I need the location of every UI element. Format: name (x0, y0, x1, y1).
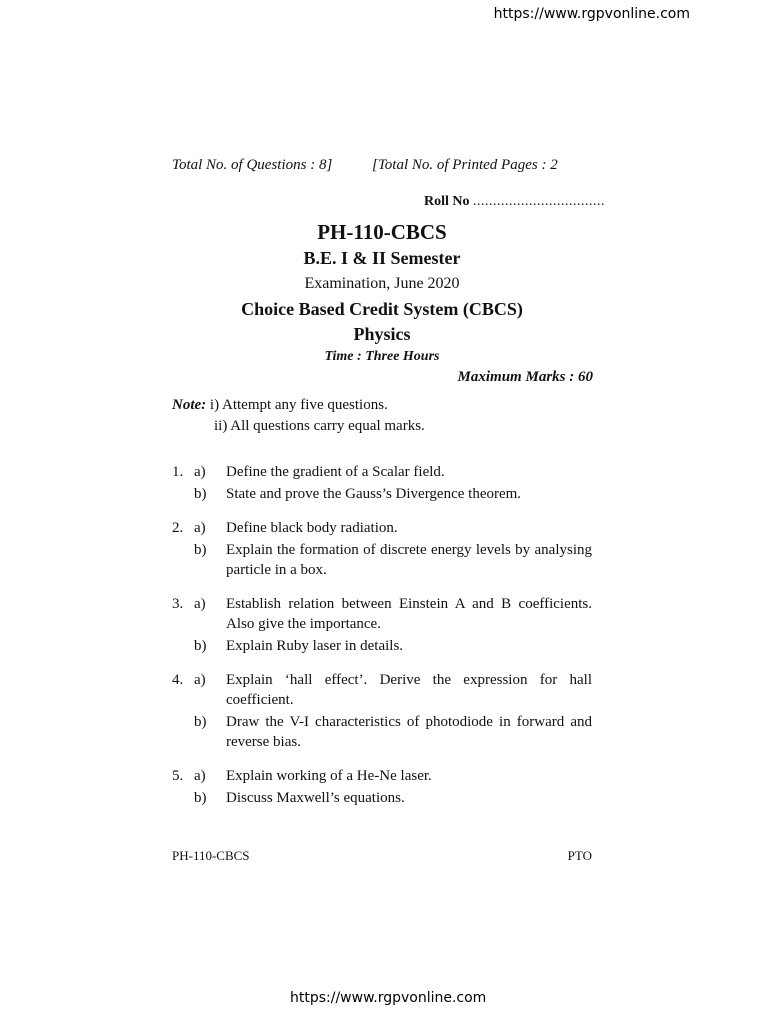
roll-number-field (424, 194, 605, 210)
part-text: Discuss Maxwell’s equations. (226, 790, 405, 806)
question-part (172, 712, 592, 752)
part-text: Explain working of a He-Ne laser. (226, 768, 432, 784)
question-part (172, 518, 592, 538)
question-part (172, 788, 592, 808)
note-instruction-2: ii) All questions carry equal marks. (214, 418, 425, 434)
footer-paper-code: PH-110-CBCS (172, 848, 250, 863)
question-part (172, 636, 592, 656)
question-part (172, 594, 592, 634)
part-label: b) (194, 714, 207, 730)
part-text: Define black body radiation. (226, 520, 398, 536)
part-label: b) (194, 542, 207, 558)
part-label: a) (194, 672, 206, 688)
part-text: Explain the formation of discrete energy levels by analysing particle in a box. (226, 542, 592, 578)
question-number: 5. (172, 768, 184, 784)
question-4 (172, 670, 592, 752)
question-number: 4. (172, 672, 184, 688)
paper-code: PH-110-CBCS (317, 220, 447, 244)
part-label: a) (194, 520, 206, 536)
question-part (172, 462, 592, 482)
subject-title: Physics (353, 324, 411, 344)
footer-pto: PTO (567, 848, 592, 863)
part-text: Explain Ruby laser in details. (226, 638, 404, 654)
semester-title: B.E. I & II Semester (303, 248, 461, 268)
exam-duration: Time : Three Hours (324, 349, 440, 364)
scheme-title: Choice Based Credit System (CBCS) (241, 299, 523, 319)
note-instruction-1: i) Attempt any five questions. (209, 397, 388, 413)
question-part (172, 766, 592, 786)
part-text: State and prove the Gauss’s Divergence theorem. (226, 486, 522, 502)
question-5 (172, 766, 592, 808)
part-label: b) (194, 638, 207, 654)
instructions-note (172, 397, 425, 439)
watermark-url-bottom: https://www.rgpvonline.com (290, 990, 487, 1006)
note-label: Note: (172, 397, 207, 413)
question-number: 2. (172, 520, 184, 536)
part-text: Define the gradient of a Scalar field. (226, 464, 445, 480)
question-3 (172, 594, 592, 656)
question-part (172, 540, 592, 580)
question-part (172, 670, 592, 710)
part-label: a) (194, 596, 206, 612)
question-1 (172, 462, 592, 504)
roll-number-blank: ................................. (473, 194, 605, 209)
roll-number-label: Roll No (424, 194, 470, 209)
question-2 (172, 518, 592, 580)
part-label: a) (194, 464, 206, 480)
part-label: b) (194, 486, 207, 502)
question-part (172, 484, 592, 504)
watermark-url-top: https://www.rgpvonline.com (493, 6, 690, 22)
part-text: Explain ‘hall effect’. Derive the expression for hall coefficient. (226, 672, 592, 708)
examination-date: Examination, June 2020 (304, 275, 460, 292)
part-label: a) (194, 768, 206, 784)
total-printed-pages: [Total No. of Printed Pages : 2 (372, 157, 558, 173)
question-number: 1. (172, 464, 184, 480)
part-label: b) (194, 790, 207, 806)
part-text: Draw the V-I characteristics of photodiode in forward and reverse bias. (226, 714, 592, 750)
question-number: 3. (172, 596, 184, 612)
total-questions: Total No. of Questions : 8] (172, 157, 333, 173)
maximum-marks: Maximum Marks : 60 (457, 369, 593, 385)
question-list (172, 462, 592, 822)
part-text: Establish relation between Einstein A and B coefficients. Also give the importance. (226, 596, 592, 632)
